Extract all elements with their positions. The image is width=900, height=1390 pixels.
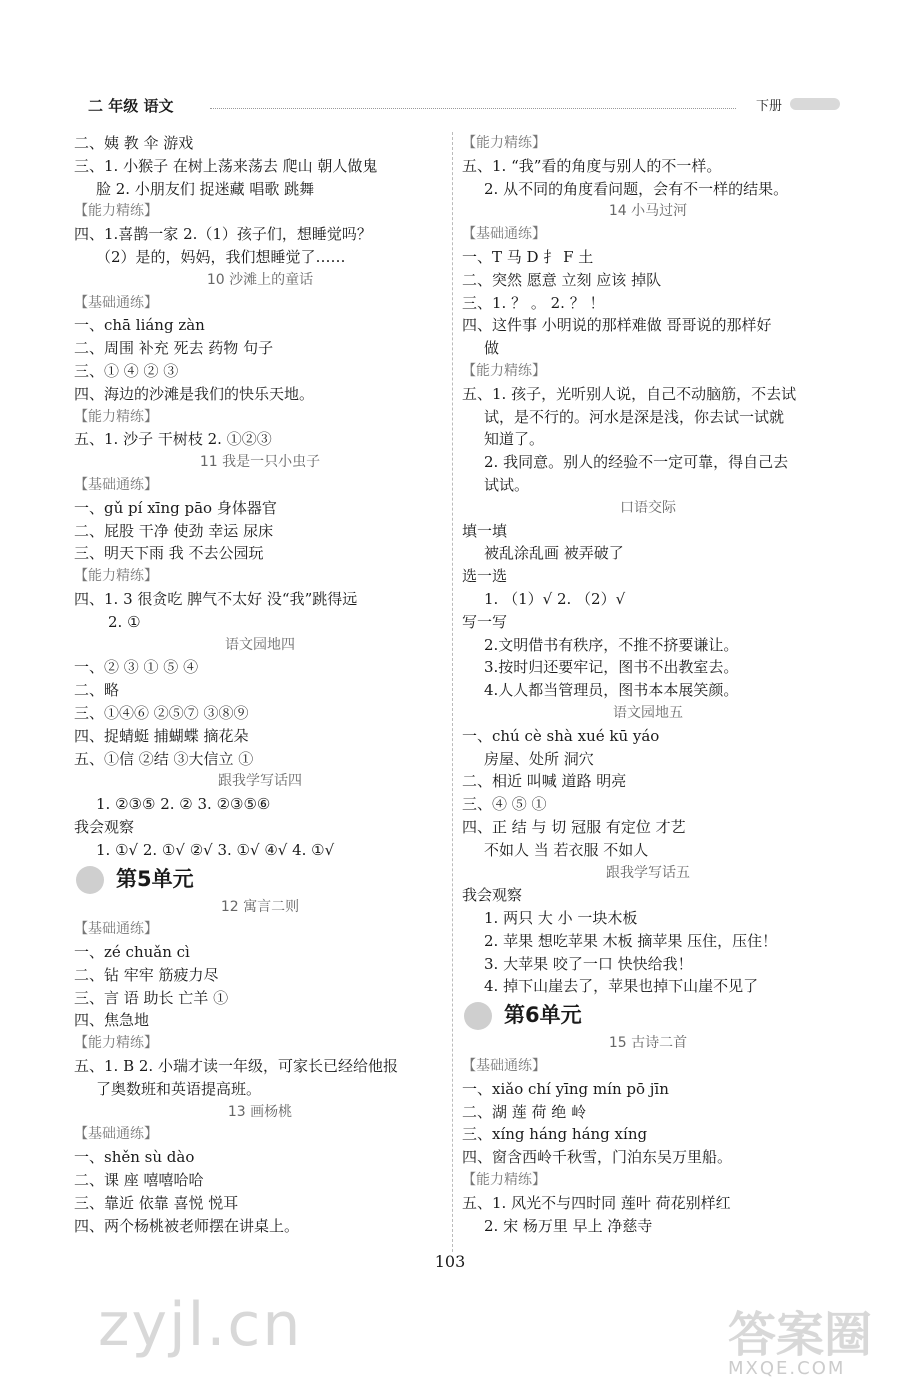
column-divider	[452, 132, 453, 1252]
answer-line: 二、相近 叫喊 道路 明亮	[462, 772, 627, 791]
lesson-title: 语文园地四	[225, 636, 295, 653]
answer-line: 一、T 马 D 扌 F 土	[462, 247, 594, 266]
answer-line: 三、① ④ ② ③	[74, 361, 179, 380]
answer-line: 3.按时归还要牢记，图书不出教室去。	[484, 658, 739, 677]
answer-line: 4.人人都当管理员，图书本本展笑颜。	[484, 681, 739, 700]
unit-heading-text: 第5单元	[116, 866, 194, 891]
section-label: 【基础通练】	[462, 1058, 546, 1075]
answer-line: 2.文明借书有秩序，不推不挤要谦让。	[484, 635, 739, 654]
lesson-title: 11 我是一只小虫子	[199, 454, 321, 471]
answer-line: 一、② ③ ① ⑤ ④	[74, 658, 199, 677]
answer-line: 二、钻 牢牢 筋疲力尽	[74, 965, 219, 984]
answer-line: 我会观察	[74, 817, 135, 836]
answer-line: 试试。	[484, 475, 530, 494]
section-label: 【基础通练】	[74, 921, 158, 938]
grade-subject-label: 二 年级 语文	[88, 97, 174, 115]
answer-line: 一、chú cè shà xué kū yáo	[462, 726, 660, 745]
section-label: 【基础通练】	[462, 226, 546, 243]
watermark-site: zyjl.cn	[98, 1290, 303, 1360]
lesson-title: 15 古诗二首	[608, 1035, 688, 1052]
watermark-brand: 答案圈	[728, 1307, 873, 1363]
answer-line: 三、1. ？ 。 2. ？ ！	[462, 293, 605, 312]
lesson-title: 14 小马过河	[608, 203, 688, 220]
answer-line: 四、正 结 与 切 冠服 有定位 才艺	[462, 817, 686, 836]
answer-line: 房屋、处所 洞穴	[484, 749, 594, 768]
answer-line: 一、gǔ pí xīng pāo 身体器官	[74, 498, 277, 517]
section-label: 【能力精练】	[462, 135, 546, 151]
answer-line: 五、1. 沙子 干树枝 2. ①②③	[74, 430, 272, 449]
answer-line: 填一填	[462, 521, 508, 540]
section-label: 【能力精练】	[74, 203, 158, 220]
answer-line: 脸 2. 小朋友们 捉迷藏 唱歌 跳舞	[96, 179, 315, 198]
answer-line: 五、1. B 2. 小瑞才读一年级，可家长已经给他报	[74, 1057, 398, 1076]
answer-line: 四、焦急地	[74, 1011, 150, 1030]
section-label: 【基础通练】	[74, 294, 158, 311]
answer-line: 知道了。	[484, 430, 545, 449]
answer-line: （2）是的，妈妈，我们想睡觉了……	[96, 247, 346, 266]
unit-heading-text: 第6单元	[504, 1003, 582, 1028]
answer-line: 被乱涂乱画 被弄破了	[484, 544, 624, 563]
answer-line: 1. 两只 大 小 一块木板	[484, 909, 638, 928]
page-number: 103	[434, 1252, 466, 1271]
unit-badge-icon	[464, 1002, 492, 1030]
answer-line: 五、①信 ②结 ③大信立 ①	[74, 749, 254, 768]
lesson-title: 12 寓言二则	[220, 898, 300, 915]
section-label: 【基础通练】	[74, 1126, 158, 1143]
answer-line: 一、xiǎo chí yīng mín pō jīn	[462, 1079, 669, 1098]
answer-line: 三、明天下雨 我 不去公园玩	[74, 544, 264, 563]
answer-line: 四、1.喜鹊一家 2.（1）孩子们，想睡觉吗？	[74, 225, 372, 244]
answer-line: 一、shěn sù dào	[74, 1148, 195, 1167]
answer-line: 四、捉蜻蜓 捕蝴蝶 摘花朵	[74, 726, 249, 745]
answer-line: 了奥数班和英语提高班。	[96, 1079, 262, 1098]
section-label: 【能力精练】	[74, 1035, 158, 1052]
answer-line: 二、略	[74, 681, 120, 700]
answer-line: 三、1. 小猴子 在树上荡来荡去 爬山 朝人做鬼	[74, 156, 378, 175]
answer-line: 四、1. 3 很贪吃 脾气不太好 没“我”跳得远	[74, 589, 358, 608]
answer-line: 三、靠近 依靠 喜悦 悦耳	[74, 1193, 239, 1212]
answer-line: 三、言 语 助长 亡羊 ①	[74, 988, 229, 1007]
lesson-title: 13 画杨桃	[227, 1103, 293, 1120]
answer-line: 四、窗含西岭千秋雪，门泊东吴万里船。	[462, 1148, 733, 1167]
answer-line: 三、①④⑥ ②⑤⑦ ③⑧⑨	[74, 703, 249, 722]
answer-line: 三、④ ⑤ ①	[462, 795, 547, 814]
answer-line: 四、两个杨桃被老师摆在讲桌上。	[74, 1216, 300, 1235]
answer-line: 2. 苹果 想吃苹果 木板 摘苹果 压住，压住！	[484, 931, 778, 950]
watermark-brand-url: MXQE.COM	[728, 1358, 846, 1379]
answer-line: 1. （1）√ 2. （2）√	[484, 589, 626, 608]
answer-line: 我会观察	[462, 886, 523, 905]
answer-line: 试，是不行的。河水是深是浅，你去试一试就	[484, 407, 785, 426]
answer-line: 1. ②③⑤ 2. ② 3. ②③⑤⑥	[96, 795, 271, 814]
page-header	[78, 92, 840, 120]
left-column	[74, 132, 446, 1237]
header-rule	[210, 108, 736, 109]
answer-line: 2. 宋 杨万里 早上 净慈寺	[484, 1216, 653, 1235]
answer-line: 2. 我同意。别人的经验不一定可靠，得自己去	[484, 453, 789, 472]
section-label: 【能力精练】	[74, 568, 158, 585]
answer-line: 一、chā liáng zàn	[74, 316, 205, 335]
answer-line: 一、zé chuǎn cì	[74, 943, 190, 962]
series-logo	[790, 98, 840, 110]
answer-line: 五、1. 风光不与四时同 莲叶 荷花别样红	[462, 1193, 731, 1212]
section-label: 【能力精练】	[462, 362, 546, 379]
answer-line: 4. 掉下山崖去了，苹果也掉下山崖不见了	[484, 977, 759, 996]
answer-line: 四、这件事 小明说的那样难做 哥哥说的那样好	[462, 316, 772, 335]
answer-line: 写一写	[462, 612, 508, 631]
answer-line: 四、海边的沙滩是我们的快乐天地。	[74, 384, 315, 403]
unit-heading	[74, 862, 446, 896]
answer-line: 3. 大苹果 咬了一口 快快给我！	[484, 954, 693, 973]
lesson-title: 跟我学写话四	[218, 773, 302, 790]
answer-line: 二、屁股 干净 使劲 幸运 尿床	[74, 521, 274, 540]
lesson-title: 口语交际	[620, 499, 676, 516]
unit-heading	[462, 998, 834, 1032]
lesson-title: 语文园地五	[613, 704, 683, 721]
unit-badge-icon	[76, 866, 104, 894]
answer-line: 二、姨 教 伞 游戏	[74, 134, 194, 152]
lesson-title: 10 沙滩上的童话	[206, 271, 314, 288]
section-label: 【能力精练】	[462, 1172, 546, 1189]
section-label: 【能力精练】	[74, 408, 158, 425]
answer-line: 二、周围 补充 死去 药物 句子	[74, 339, 274, 358]
answer-line: 不如人 当 若衣服 不如人	[484, 840, 649, 859]
answer-line: 二、湖 莲 荷 绝 岭	[462, 1102, 587, 1121]
answer-line: 1. ①√ 2. ①√ ②√ 3. ①√ ④√ 4. ①√	[96, 840, 335, 859]
lesson-title: 跟我学写话五	[606, 864, 690, 881]
section-label: 【基础通练】	[74, 476, 158, 493]
answer-line: 2. 从不同的角度看问题，会有不一样的结果。	[484, 179, 789, 198]
answer-line: 三、xíng háng háng xíng	[462, 1125, 648, 1144]
answer-line: 2. ①	[108, 612, 141, 631]
answer-line: 二、课 座 嘻嘻哈哈	[74, 1171, 204, 1190]
answer-line: 二、突然 愿意 立刻 应该 掉队	[462, 270, 662, 289]
volume-label: 下册	[755, 99, 782, 114]
answer-line: 做	[484, 339, 500, 358]
answer-line: 五、1. 孩子，光听别人说，自己不动脑筋，不去试	[462, 384, 797, 403]
right-column	[462, 132, 834, 1237]
answer-line: 选一选	[462, 567, 508, 586]
answer-line: 五、1. “我”看的角度与别人的不一样。	[462, 156, 722, 175]
